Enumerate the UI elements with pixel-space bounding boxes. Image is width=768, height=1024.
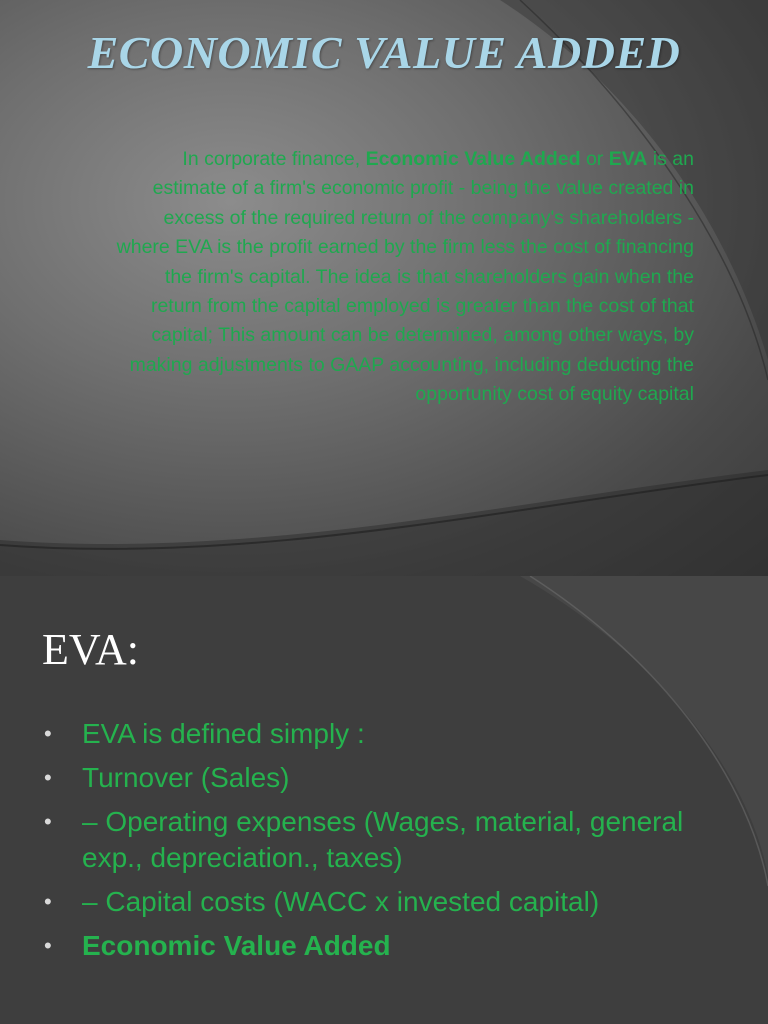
- slide-1-title: ECONOMIC VALUE ADDED: [87, 27, 681, 78]
- slide-2-title: EVA:: [42, 625, 139, 674]
- list-item: [44, 928, 724, 964]
- bullet-text: Turnover (Sales): [82, 762, 290, 793]
- bullet-text: EVA is defined simply :: [82, 718, 365, 749]
- paragraph-bold-term-1: Economic Value Added: [365, 148, 581, 170]
- bullet-text: – Operating expenses (Wages, material, general exp., depreciation., taxes): [82, 806, 684, 873]
- bullet-dot-icon: •: [44, 933, 52, 958]
- list-item: [44, 760, 724, 796]
- bullet-text: Economic Value Added: [82, 930, 391, 961]
- bullet-dot-icon: •: [44, 809, 52, 834]
- bullet-dot-icon: •: [44, 889, 52, 914]
- list-item: [44, 804, 724, 876]
- paragraph-text-1: In corporate finance,: [182, 148, 366, 170]
- paragraph-text-2: or: [580, 148, 609, 170]
- paragraph-bold-term-2: EVA: [608, 148, 648, 170]
- slide-2-bullet-list: [44, 716, 724, 972]
- bullet-dot-icon: •: [44, 721, 52, 746]
- bullet-dot-icon: •: [44, 765, 52, 790]
- list-item: [44, 884, 724, 920]
- paragraph-text-3: is an estimate of a firm's economic profit - being the value created in excess of the required return of the company's shareholders - where EVA is the profit earned by the firm less the cost of financing the firm's capital. The idea is that shareholders gain when the return from the capital employed is greater than the cost of that capital; This amount can be determined, among other ways, by making adjustments to GAAP accounting, including deducting the opportunity cost of equity capital: [116, 148, 694, 406]
- slide-1-paragraph: [110, 145, 694, 410]
- list-item: [44, 716, 724, 752]
- bullet-text: – Capital costs (WACC x invested capital): [82, 886, 600, 917]
